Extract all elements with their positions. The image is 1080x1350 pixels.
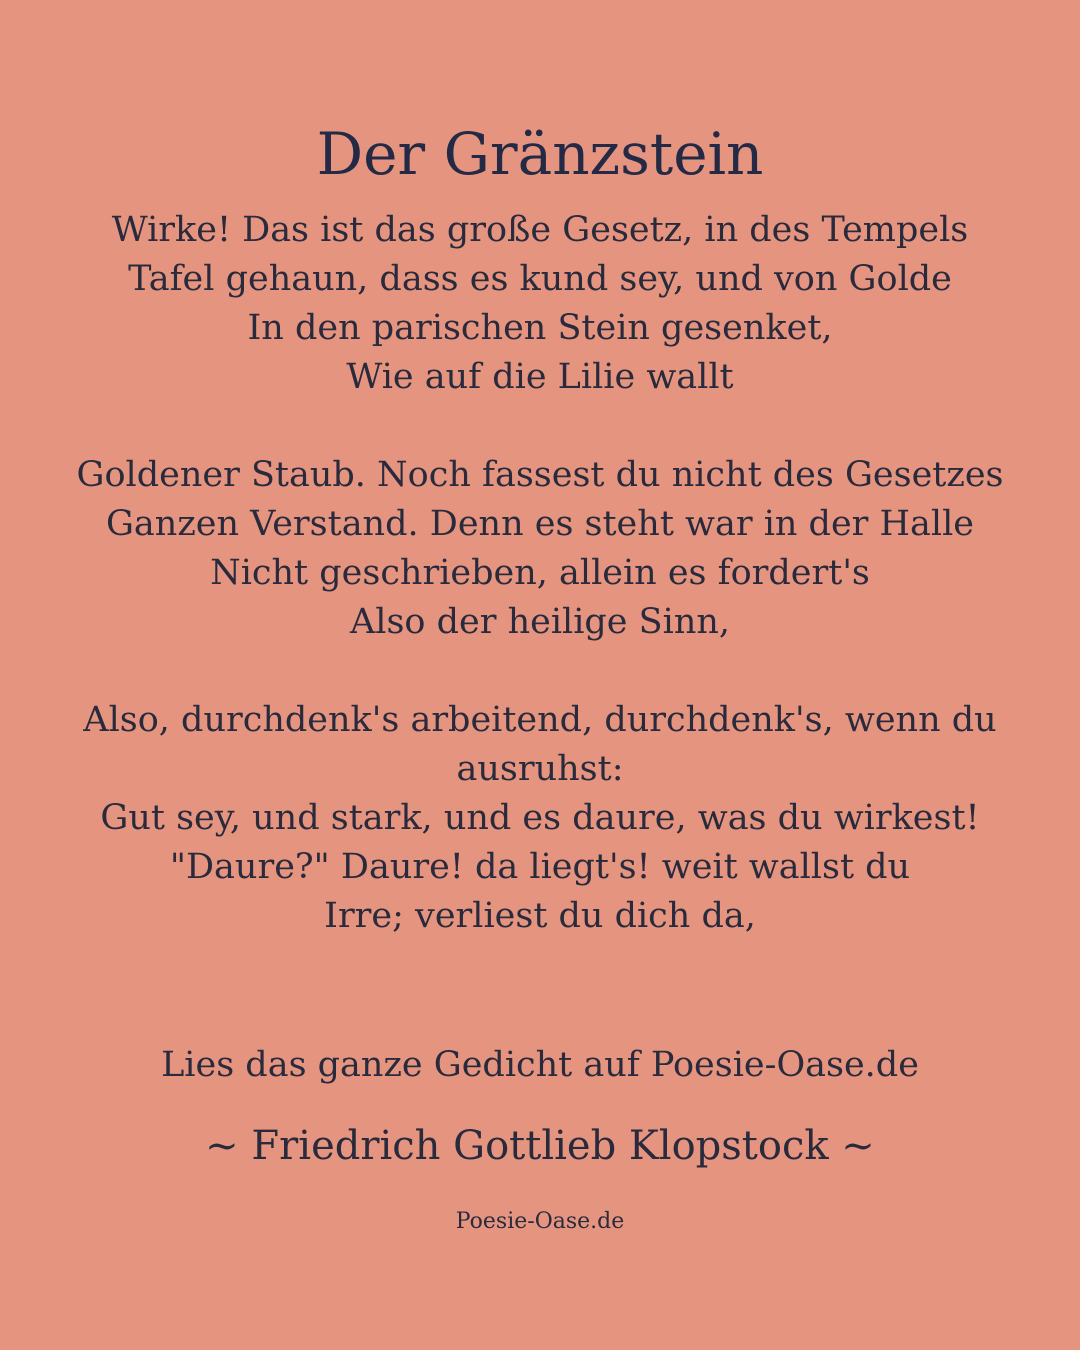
poem-line: In den parischen Stein gesenket,: [247, 308, 833, 348]
stanza-2: [0, 451, 1080, 647]
poem-line: Gut sey, und stark, und es daure, was du wirkest!: [100, 798, 980, 838]
stanza-1: [0, 206, 1080, 402]
poem-body: [0, 206, 1080, 990]
poem-line: Irre; verliest du dich da,: [324, 896, 756, 936]
author-name: ~ Friedrich Gottlieb Klopstock ~: [205, 1123, 875, 1169]
poem-title: Der Gränzstein: [316, 120, 764, 188]
poem-line: Goldener Staub. Noch fassest du nicht des Gesetzes: [76, 455, 1004, 495]
poem-line: "Daure?" Daure! da liegt's! weit wallst du: [169, 847, 911, 887]
poem-line: ausruhst:: [456, 749, 624, 789]
poem-line: Wirke! Das ist das große Gesetz, in des Tempels: [111, 210, 969, 250]
poem-line: Nicht geschrieben, allein es fordert's: [210, 553, 870, 593]
site-footer: Poesie-Oase.de: [455, 1209, 625, 1234]
read-full-poem-text: Lies das ganze Gedicht auf Poesie-Oase.de: [161, 1045, 919, 1085]
poem-line: Ganzen Verstand. Denn es steht war in der Halle: [105, 504, 975, 544]
stanza-3: [0, 696, 1080, 941]
poem-line: Wie auf die Lilie wallt: [346, 357, 734, 397]
poem-line: Also, durchdenk's arbeitend, durchdenk's, wenn du: [83, 700, 997, 740]
poem-line: Also der heilige Sinn,: [349, 602, 731, 642]
poem-line: Tafel gehaun, dass es kund sey, und von Golde: [128, 259, 952, 299]
